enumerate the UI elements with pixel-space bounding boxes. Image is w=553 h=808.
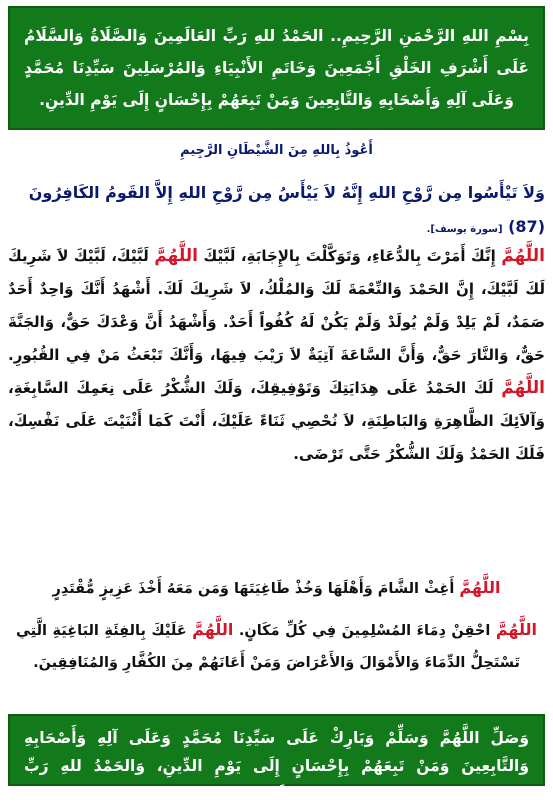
bottom-banner-text: وَصَلِّ اللَّهُمَّ وَسَلِّمْ وَبَارِكْ عَلَى سَيِّدِنَا مُحَمَّدٍ وَعَلَى آلِهِ وَأَصْحَابِهِ وَالتَّابِعِينَ وَمَنْ تَبِعَهُمْ بِإِحْسَانٍ إِلَى يَوْمِ الدِّينِ، وَالحَمْدُ للهِ رَبِّ العَالَمِينَ. [24, 729, 529, 803]
main-dua-part-1: إِنَّكَ أَمَرْتَ بِالدُّعَاءِ، وَتَوَكَّلْتَ بِالإِجَابَةِ، لَبَّيْكَ [203, 247, 496, 265]
sham-dua [0, 578, 553, 597]
main-dua-paragraph [8, 240, 545, 471]
allahumma-word: اللَّهُمَّ [192, 620, 234, 639]
top-banner [8, 6, 545, 130]
verse-text: وَلاَ تَيْأَسُوا مِن رَّوْحِ اللهِ إِنَّهُ لاَ يَيْأَسُ مِن رَّوْحِ اللهِ إِلاَّ القَومُ الكَافِرُونَ (87) [28, 183, 545, 236]
main-dua-part-2: لَبَّيْكَ، لَبَّيْكَ لاَ شَرِيكَ لَكَ لَبَّيْكَ، إِنَّ الحَمْدَ وَالنِّعْمَةَ لَكَ وَالمُلْكُ، لاَ شَرِيكَ لَكَ. أَشْهَدُ أَنَّكَ وَاحِدٌ أَحَدٌ صَمَدٌ، لَمْ يَلِدْ وَلَمْ يُولَدْ وَلَمْ يَكُنْ لَهُ كُفُواً أَحَدٌ. وَأَشْهَدُ أَنَّ وَعْدَكَ حَقٌّ، وَالجَنَّةَ حَقٌّ، وَالنَّارَ حَقٌّ، وَأَنَّ السَّاعَةَ آتِيَةٌ لاَ رَيْبَ فِيهَا، وَأَنَّكَ تَبْعَثُ مَنْ فِي القُبُورِ. [8, 247, 545, 364]
final-dua-part-1: احْقِنْ دِمَاءَ المُسْلِمِينَ فِي كُلِّ مَكَانٍ. [238, 623, 491, 639]
sham-dua-text: أَغِثْ الشَّامَ وَأَهْلَهَا وَخُذْ طَاغِيَتَهَا وَمَن مَعَهُ أَخْذَ عَزِيزٍ مُّقْتَدِرٍ [52, 581, 455, 597]
quran-verse [8, 176, 545, 247]
allahumma-word: اللَّهُمَّ [459, 578, 501, 597]
allahumma-word: اللَّهُمَّ [495, 620, 537, 639]
main-dua-part-3: لَكَ الحَمْدُ عَلَى هِدَايَتِكَ وَتَوْفِيقِكَ، وَلَكَ الشُّكْرُ عَلَى نِعَمِكَ السَّابِغَةِ، وَآلاَئِكَ الظَّاهِرَةِ وَالبَاطِنَةِ، لاَ نُحْصِي ثَنَاءً عَلَيْكَ، أَنْتَ كَمَا أَثْنَيْتَ عَلَى نَفْسِكَ، فَلَكَ الحَمْدُ وَلَكَ الشُّكْرُ حَتَّى تَرْضَى. [8, 379, 545, 463]
final-dua [16, 614, 537, 679]
allahumma-word: اللَّهُمَّ [154, 246, 199, 266]
verse-reference: [سورة يوسف]. [426, 224, 503, 235]
top-banner-text: بِسْمِ اللهِ الرَّحْمَنِ الرَّحِيمِ.. الحَمْدُ للهِ رَبِّ العَالَمِينَ وَالصَّلَاةُ وَالسَّلَامُ عَلَى أَشْرَفِ الخَلْقِ أَجْمَعِينَ وَخَاتَمِ الأَنْبِيَاءِ وَالمُرْسَلِينَ سَيِّدِنَا مُحَمَّدٍ وَعَلَى آلِهِ وَأَصْحَابِهِ وَالتَّابِعِينَ وَمَنْ تَبِعَهُمْ بِإِحْسَانٍ إِلَى يَوْمِ الدِّينِ. [24, 27, 529, 109]
allahumma-word: اللَّهُمَّ [501, 378, 545, 398]
final-dua-part-2: عَلَيْكَ بِالفِئَةِ البَاغِيَةِ الَّتِي تَسْتَحِلُّ الدِّمَاءَ وَالأَمْوَالَ وَالأَعْرَاضَ وَمَنْ أَعَانَهُمْ مِنَ الكُفَّارِ وَالمُنَافِقِينَ. [16, 623, 520, 671]
allahumma-word: اللَّهُمَّ [501, 246, 545, 266]
bottom-banner [8, 714, 545, 803]
taawwudh-line: أَعُوذُ بِاللهِ مِنَ الشَّيْطَانِ الرَّجِيمِ [180, 143, 373, 158]
